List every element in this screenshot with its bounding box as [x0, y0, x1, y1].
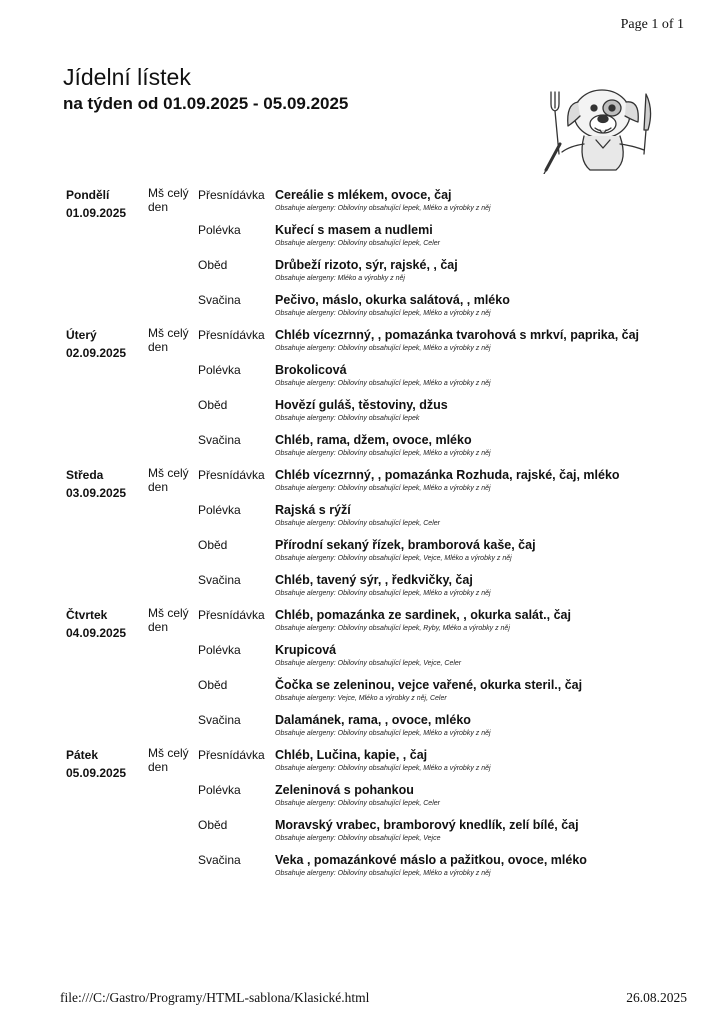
meal-body	[275, 711, 666, 738]
day-scope: Mš celý den	[148, 746, 189, 774]
page-subtitle: na týden od 01.09.2025 - 05.09.2025	[63, 94, 349, 113]
meal-body	[275, 816, 666, 843]
dish-name: Cereálie s mlékem, ovoce, čaj	[275, 188, 452, 202]
dish-name: Drůbeží rizoto, sýr, rajské, , čaj	[275, 258, 458, 272]
footer-file-path: file:///C:/Gastro/Programy/HTML-sablona/Klasické.html	[60, 990, 370, 1005]
allergen-note: Obsahuje alergeny: Obilovíny obsahující lepek, Mléko a výrobky z něj	[275, 765, 491, 772]
meal-type: Oběd	[198, 538, 228, 552]
meal-list	[198, 466, 666, 606]
day-name: Úterý	[66, 328, 97, 342]
day-name: Pondělí	[66, 188, 110, 202]
dish-name: Čočka se zeleninou, vejce vařené, okurka steril., čaj	[275, 678, 583, 692]
meal-type: Polévka	[198, 223, 241, 237]
day-date: 05.09.2025	[66, 766, 127, 780]
meal-row	[198, 256, 666, 291]
meal-type: Polévka	[198, 363, 241, 377]
allergen-note: Obsahuje alergeny: Vejce, Mléko a výrobky z něj, Celer	[275, 695, 447, 702]
meal-row	[198, 396, 666, 431]
dish-name: Kuřecí s masem a nudlemi	[275, 223, 433, 237]
meal-row	[198, 606, 666, 641]
allergen-note: Obsahuje alergeny: Obilovíny obsahující lepek, Celer	[275, 520, 440, 527]
meal-body	[275, 676, 666, 703]
meal-body	[275, 396, 666, 423]
dish-name: Dalamánek, rama, , ovoce, mléko	[275, 713, 471, 727]
meal-row	[198, 466, 666, 501]
meal-row	[198, 746, 666, 781]
dish-name: Veka , pomazánkové máslo a pažitkou, ovoce, mléko	[275, 853, 587, 867]
dish-name: Chléb, rama, džem, ovoce, mléko	[275, 433, 472, 447]
meal-body	[275, 466, 666, 493]
meal-row	[198, 641, 666, 676]
meal-row	[198, 571, 666, 606]
allergen-note: Obsahuje alergeny: Obilovíny obsahující lepek, Vejce, Celer	[275, 660, 462, 667]
day-date: 02.09.2025	[66, 346, 127, 360]
allergen-note: Obsahuje alergeny: Obilovíny obsahující lepek, Mléko a výrobky z něj	[275, 590, 491, 597]
dish-name: Moravský vrabec, bramborový knedlík, zelí bílé, čaj	[275, 818, 579, 832]
meal-row	[198, 816, 666, 851]
meal-list	[198, 326, 666, 466]
day-name: Pátek	[66, 748, 99, 762]
meal-row	[198, 536, 666, 571]
meal-body	[275, 641, 666, 668]
meal-row	[198, 326, 666, 361]
allergen-note: Obsahuje alergeny: Obilovíny obsahující lepek, Mléko a výrobky z něj	[275, 450, 491, 457]
meal-body	[275, 606, 666, 633]
meal-list	[198, 746, 666, 886]
day-date: 03.09.2025	[66, 486, 127, 500]
day-section	[66, 186, 666, 326]
meal-type: Svačina	[198, 713, 241, 727]
day-heading	[66, 466, 146, 502]
allergen-note: Obsahuje alergeny: Obilovíny obsahující lepek, Mléko a výrobky z něj	[275, 380, 491, 387]
meal-type: Svačina	[198, 293, 241, 307]
meal-body	[275, 361, 666, 388]
day-section	[66, 746, 666, 886]
meal-type: Přesnídávka	[198, 748, 265, 762]
allergen-note: Obsahuje alergeny: Obilovíny obsahující lepek, Vejce, Mléko a výrobky z něj	[275, 555, 512, 562]
day-section	[66, 466, 666, 606]
day-date: 01.09.2025	[66, 206, 127, 220]
chef-dog-mascot-illustration	[540, 74, 665, 174]
page-number: Page 1 of 1	[620, 17, 684, 32]
meal-body	[275, 256, 666, 283]
meal-type: Svačina	[198, 853, 241, 867]
dish-name: Brokolicová	[275, 363, 347, 377]
meal-type: Přesnídávka	[198, 608, 265, 622]
dish-name: Pečivo, máslo, okurka salátová, , mléko	[275, 293, 510, 307]
meal-type: Oběd	[198, 818, 228, 832]
meal-row	[198, 361, 666, 396]
meal-body	[275, 851, 666, 878]
day-scope: Mš celý den	[148, 186, 189, 214]
footer-print-date: 26.08.2025	[626, 990, 687, 1005]
meal-type: Oběd	[198, 678, 228, 692]
meal-body	[275, 291, 666, 318]
meal-type: Svačina	[198, 573, 241, 587]
meal-type: Přesnídávka	[198, 328, 265, 342]
meal-type: Polévka	[198, 643, 241, 657]
day-name: Středa	[66, 468, 104, 482]
allergen-note: Obsahuje alergeny: Obilovíny obsahující lepek, Mléko a výrobky z něj	[275, 485, 491, 492]
dish-name: Hovězí guláš, těstoviny, džus	[275, 398, 448, 412]
meal-body	[275, 781, 666, 808]
meal-list	[198, 186, 666, 326]
meal-row	[198, 431, 666, 466]
meal-row	[198, 711, 666, 746]
allergen-note: Obsahuje alergeny: Obilovíny obsahující lepek	[275, 415, 420, 422]
meal-type: Svačina	[198, 433, 241, 447]
dish-name: Chléb, pomazánka ze sardinek, , okurka salát., čaj	[275, 608, 571, 622]
meal-body	[275, 571, 666, 598]
day-scope: Mš celý den	[148, 326, 189, 354]
day-heading	[66, 326, 146, 362]
meal-row	[198, 221, 666, 256]
allergen-note: Obsahuje alergeny: Obilovíny obsahující lepek, Mléko a výrobky z něj	[275, 730, 491, 737]
allergen-note: Obsahuje alergeny: Obilovíny obsahující lepek, Mléko a výrobky z něj	[275, 870, 491, 877]
meal-row	[198, 501, 666, 536]
allergen-note: Obsahuje alergeny: Obilovíny obsahující lepek, Celer	[275, 800, 440, 807]
day-scope: Mš celý den	[148, 606, 189, 634]
day-section	[66, 326, 666, 466]
dish-name: Chléb vícezrnný, , pomazánka tvarohová s mrkví, paprika, čaj	[275, 328, 640, 342]
meal-row	[198, 291, 666, 326]
meal-body	[275, 536, 666, 563]
allergen-note: Obsahuje alergeny: Obilovíny obsahující lepek, Celer	[275, 240, 440, 247]
meal-list	[198, 606, 666, 746]
meal-type: Oběd	[198, 398, 228, 412]
meal-body	[275, 431, 666, 458]
meal-row	[198, 781, 666, 816]
dish-name: Chléb vícezrnný, , pomazánka Rozhuda, rajské, čaj, mléko	[275, 468, 620, 482]
allergen-note: Obsahuje alergeny: Mléko a výrobky z něj	[275, 275, 405, 282]
meal-body	[275, 326, 666, 353]
day-heading	[66, 746, 146, 782]
allergen-note: Obsahuje alergeny: Obilovíny obsahující lepek, Ryby, Mléko a výrobky z něj	[275, 625, 510, 632]
meal-type: Přesnídávka	[198, 188, 265, 202]
meal-row	[198, 676, 666, 711]
day-date: 04.09.2025	[66, 626, 127, 640]
dish-name: Krupicová	[275, 643, 337, 657]
meal-body	[275, 186, 666, 213]
dish-name: Chléb, Lučina, kapie, , čaj	[275, 748, 428, 762]
meal-type: Přesnídávka	[198, 468, 265, 482]
meal-body	[275, 501, 666, 528]
dish-name: Rajská s rýží	[275, 503, 351, 517]
meal-type: Oběd	[198, 258, 228, 272]
dish-name: Chléb, tavený sýr, , ředkvičky, čaj	[275, 573, 473, 587]
meal-row	[198, 851, 666, 886]
meal-type: Polévka	[198, 783, 241, 797]
meal-type: Polévka	[198, 503, 241, 517]
allergen-note: Obsahuje alergeny: Obilovíny obsahující lepek, Vejce	[275, 835, 441, 842]
meal-body	[275, 746, 666, 773]
allergen-note: Obsahuje alergeny: Obilovíny obsahující lepek, Mléko a výrobky z něj	[275, 345, 491, 352]
weekly-menu	[66, 186, 666, 886]
allergen-note: Obsahuje alergeny: Obilovíny obsahující lepek, Mléko a výrobky z něj	[275, 205, 491, 212]
day-heading	[66, 186, 146, 222]
day-section	[66, 606, 666, 746]
dish-name: Zeleninová s pohankou	[275, 783, 414, 797]
meal-row	[198, 186, 666, 221]
dish-name: Přírodní sekaný řízek, bramborová kaše, čaj	[275, 538, 536, 552]
page-title: Jídelní lístek	[63, 64, 191, 90]
day-heading	[66, 606, 146, 642]
meal-body	[275, 221, 666, 248]
allergen-note: Obsahuje alergeny: Obilovíny obsahující lepek, Mléko a výrobky z něj	[275, 310, 491, 317]
day-scope: Mš celý den	[148, 466, 189, 494]
day-name: Čtvrtek	[66, 608, 108, 622]
